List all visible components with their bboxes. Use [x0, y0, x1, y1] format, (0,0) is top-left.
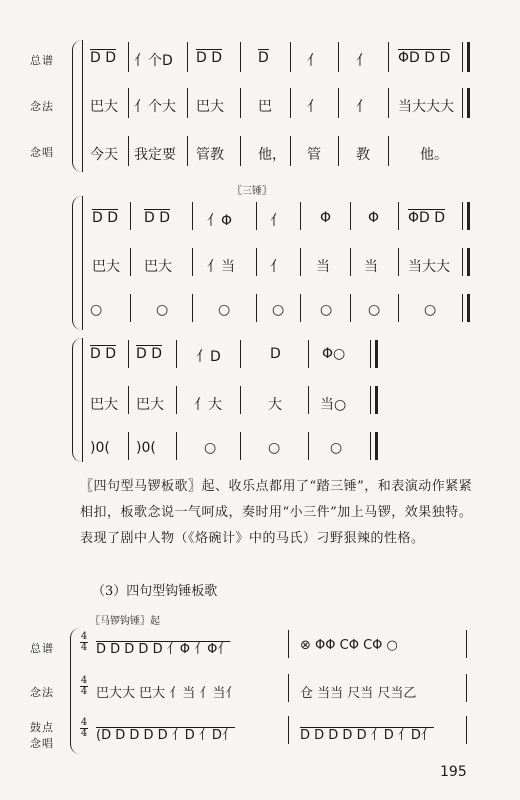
double-barline [462, 88, 470, 118]
gu-cell: ○ [330, 440, 343, 456]
barline [338, 136, 339, 166]
nianfa-cell: 亻个大 [134, 99, 176, 115]
barline [240, 42, 241, 72]
nianfa-cell: 当大大 [408, 259, 450, 275]
barline [256, 202, 257, 230]
score-cell: Φ○ [322, 346, 346, 362]
lyric-cell: 他。 [420, 147, 448, 163]
gudian-cell: (D D D D D 亻D 亻D亻 [96, 728, 235, 743]
barline [240, 88, 241, 118]
barline [466, 716, 467, 744]
row-label-nianchang: 念唱 [30, 146, 54, 159]
nianfa-cell: 巴 [258, 99, 272, 115]
nianfa-cell: 亻当 [207, 259, 235, 275]
barline [176, 340, 177, 368]
barline [350, 202, 351, 230]
nianfa-cell: 巴大 [92, 259, 120, 275]
nianfa-cell: 当 [316, 259, 330, 275]
score-cell: 亻 [356, 53, 370, 69]
nianfa-cell: 巴大 [90, 397, 118, 413]
barline [130, 294, 131, 322]
nianfa-cell: 巴大 [144, 259, 172, 275]
nianfa-cell: 亻大 [194, 397, 222, 413]
gu-cell: ○ [272, 302, 285, 318]
barline [388, 136, 389, 166]
barline [290, 88, 291, 118]
nianfa-cell: 大 [268, 397, 282, 413]
barline [338, 42, 339, 72]
score-cell: 亻 [270, 213, 284, 229]
lyric-cell: 管教 [196, 147, 224, 163]
barline [300, 202, 301, 230]
score-cell: D D D D D 亻Φ 亻Φ亻 [96, 642, 231, 657]
barline [350, 294, 351, 322]
double-barline [370, 386, 378, 414]
page-number: 195 [440, 764, 467, 780]
lyric-cell: 我定要 [134, 147, 176, 163]
gu-cell: ○ [368, 302, 381, 318]
gu-cell: )0( [90, 440, 110, 456]
barline [288, 674, 289, 702]
barline [300, 294, 301, 322]
barline [192, 294, 193, 322]
nianfa-cell: 巴大 [90, 99, 118, 115]
barline [82, 40, 83, 172]
nianfa-cell: 当 [364, 259, 378, 275]
score-cell: Φ [368, 210, 380, 226]
barline [300, 248, 301, 276]
barline [128, 136, 129, 166]
score-cell: ΦD D D [398, 50, 451, 66]
row-label-nianfa: 念法 [30, 686, 54, 699]
gudian-cell: D D D D D 亻D 亻D亻 [300, 728, 434, 743]
score-cell: 亻D [196, 349, 221, 365]
barline [82, 338, 83, 462]
barline [240, 386, 241, 414]
gu-cell: ○ [204, 440, 217, 456]
nianfa-cell: 亻 [270, 259, 284, 275]
lyric-cell: 他， [258, 147, 286, 163]
score-cell: D D [92, 210, 119, 226]
barline [388, 88, 389, 118]
nianfa-cell: 巴大 [196, 99, 224, 115]
nianfa-cell: 仓 当当 尺当 尺当乙 [300, 686, 417, 701]
barline [466, 630, 467, 658]
barline [288, 630, 289, 658]
row-label-zongpu: 总谱 [30, 54, 54, 67]
barline [176, 386, 177, 414]
row-label-zongpu: 总谱 [30, 642, 54, 655]
barline [128, 88, 129, 118]
nianfa-cell: 当○ [320, 397, 347, 413]
barline [128, 42, 129, 72]
lyric-cell: 管 [307, 147, 321, 163]
time-signature: 4 4 [80, 631, 88, 653]
barline [338, 88, 339, 118]
barline [350, 248, 351, 276]
barline [308, 432, 309, 460]
double-barline [370, 432, 378, 460]
double-barline [462, 294, 470, 322]
barline [256, 248, 257, 276]
barline [176, 432, 177, 460]
barline [187, 88, 188, 118]
score-cell: 亻Φ [207, 213, 233, 229]
nianfa-cell: 巴大 [136, 397, 164, 413]
score-cell: 亻 [307, 53, 321, 69]
row-label-nianfa: 念法 [30, 100, 54, 113]
score-cell: D D [144, 210, 171, 226]
barline [288, 716, 289, 744]
score-cell: 亻个D [134, 53, 173, 69]
barline [240, 432, 241, 460]
barline [308, 386, 309, 414]
barline [256, 294, 257, 322]
gu-cell: ○ [320, 302, 333, 318]
nianfa-cell: 巴大大 巴大 亻当 亻当亻 [96, 686, 239, 701]
nianfa-cell: 亻 [356, 99, 370, 115]
barline [187, 42, 188, 72]
barline [130, 202, 131, 230]
nianfa-cell: 亻 [307, 99, 321, 115]
row-label-gudian: 鼓点 念唱 [30, 721, 54, 750]
double-barline [462, 248, 470, 276]
magou-label: 〖马锣钩锤〗起 [90, 616, 160, 627]
time-signature: 4 4 [80, 675, 88, 697]
time-signature: 4 4 [80, 717, 88, 739]
double-barline [370, 340, 378, 368]
score-cell: ΦD D [408, 210, 446, 226]
barline [192, 248, 193, 276]
barline [82, 196, 83, 330]
barline [398, 294, 399, 322]
sanchui-label: 〖三锤〗 [232, 186, 272, 197]
barline [128, 386, 129, 414]
lyric-cell: 今天 [90, 147, 118, 163]
barline [388, 42, 389, 72]
gu-cell: ○ [268, 440, 281, 456]
score-cell: D D [90, 50, 117, 66]
gu-cell: )0( [136, 440, 156, 456]
lyric-cell: 教 [356, 147, 370, 163]
barline [398, 202, 399, 230]
section-heading: （3）四句型钩锤板歌 [92, 584, 218, 599]
score-cell: D D [90, 346, 117, 362]
barline [240, 136, 241, 166]
gu-cell: ○ [218, 302, 231, 318]
double-barline [462, 202, 470, 230]
score-cell: D [270, 346, 281, 362]
barline [290, 42, 291, 72]
commentary-paragraph: 〖四句型马锣板歌〗起、收乐点都用了“踏三锤”，和表演动作紧紧相扣，板歌念说一气呵成，奏时用“小三件”加上马锣，效果独特。表现了剧中人物（《烙碗计》中的马氏）刁野狠辣的性格。 [80, 479, 473, 546]
gu-cell: ○ [424, 302, 437, 318]
barline [130, 248, 131, 276]
score-cell: ⊗ ΦΦ CΦ CΦ ○ [300, 638, 398, 653]
barline [240, 340, 241, 368]
score-cell: $\overline{D}$ [258, 50, 269, 66]
barline [128, 340, 129, 368]
barline [308, 340, 309, 368]
barline [290, 136, 291, 166]
score-cell: D D [136, 346, 163, 362]
double-barline [462, 42, 470, 72]
nianfa-cell: 当大大大 [398, 99, 454, 115]
barline [128, 432, 129, 460]
barline [466, 674, 467, 702]
barline [187, 136, 188, 166]
score-cell: Φ [320, 210, 332, 226]
gu-cell: ○ [90, 302, 103, 318]
barline [192, 202, 193, 230]
score-cell: D D [196, 50, 223, 66]
barline [398, 248, 399, 276]
gu-cell: ○ [156, 302, 169, 318]
